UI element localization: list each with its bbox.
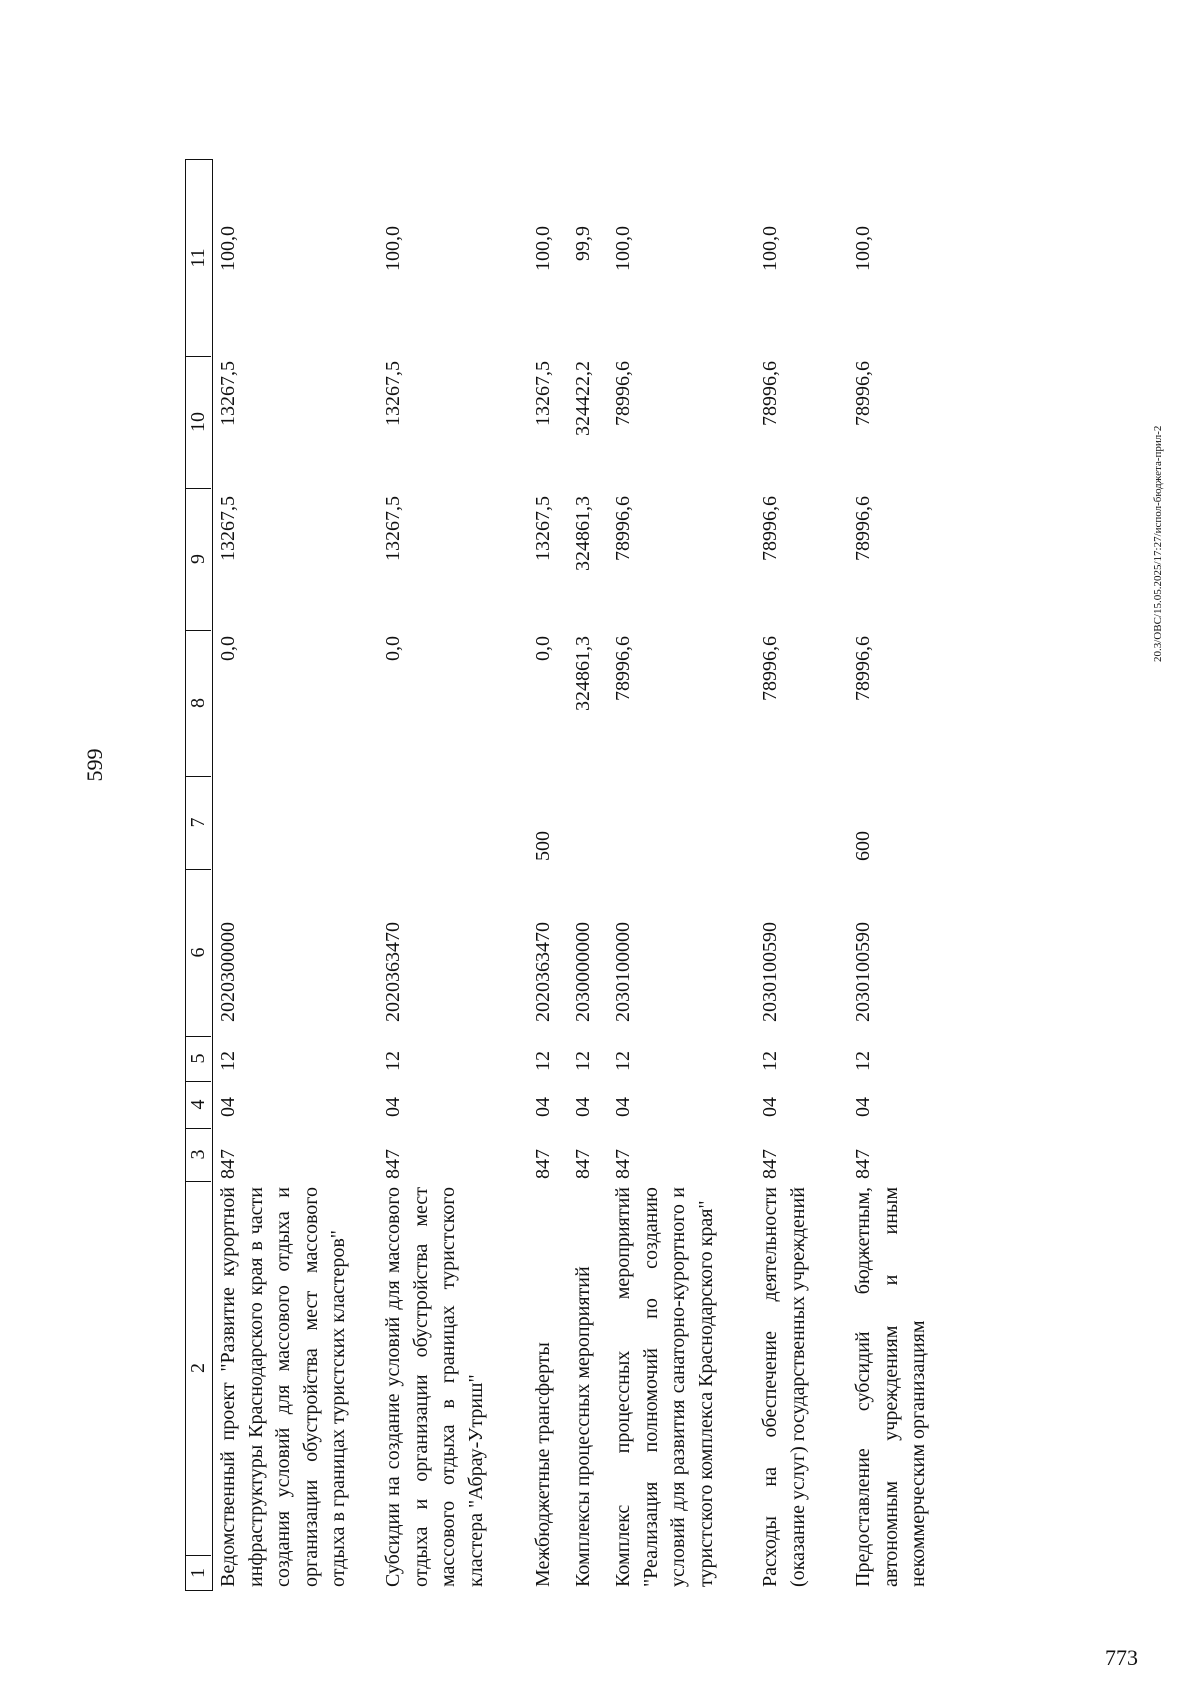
row-col-6: 2030000000 <box>572 922 594 1022</box>
row-col-11: 100,0 <box>759 226 781 271</box>
row-col-5: 12 <box>852 1051 874 1071</box>
row-col-3: 847 <box>852 1149 874 1179</box>
row-col-11: 100,0 <box>852 226 874 271</box>
header-col-7: 7 <box>186 776 211 870</box>
row-col-3: 847 <box>532 1149 554 1179</box>
header-col-5: 5 <box>186 1036 211 1082</box>
row-col-6: 2020363470 <box>532 922 554 1022</box>
row-col-6: 2020300000 <box>217 922 239 1022</box>
row-col-11: 100,0 <box>532 226 554 271</box>
row-col-10: 13267,5 <box>217 361 239 426</box>
row-name: Комплекс процессных мероприятий "Реализация полномочий по созданию условий для развития санаторно-курортного и туристского комплекса Краснодарского края" <box>612 1187 717 1587</box>
row-col-3: 847 <box>382 1149 404 1179</box>
header-col-3: 3 <box>186 1128 211 1182</box>
footer-document-code: 20.3/ОВС/15.05.2025/17:27/испол-бюджета-прил-2 <box>1152 425 1164 662</box>
row-col-11: 99,9 <box>572 226 594 261</box>
row-col-10: 13267,5 <box>382 361 404 426</box>
row-col-4: 04 <box>572 1097 594 1117</box>
header-col-2: 2 <box>186 1181 211 1556</box>
header-col-4: 4 <box>186 1081 211 1129</box>
row-col-6: 2020363470 <box>382 922 404 1022</box>
row-col-3: 847 <box>612 1149 634 1179</box>
row-col-4: 04 <box>759 1097 781 1117</box>
row-name: Предоставление субсидий бюджетным, автономным учреждениям и иным некоммерческим организациям <box>852 1187 929 1587</box>
row-col-8: 78996,6 <box>852 636 874 701</box>
row-col-5: 12 <box>382 1051 404 1071</box>
row-col-7: 500 <box>532 831 554 861</box>
row-col-8: 0,0 <box>217 636 239 661</box>
row-col-5: 12 <box>572 1051 594 1071</box>
row-col-6: 2030100590 <box>852 922 874 1022</box>
row-col-4: 04 <box>532 1097 554 1117</box>
row-name: Субсидии на создание условий для массового отдыха и организации обустройства мест массового отдыха в границах туристского кластера "Абрау-Утриш" <box>382 1187 487 1587</box>
row-col-7: 600 <box>852 831 874 861</box>
row-col-11: 100,0 <box>382 226 404 271</box>
row-col-4: 04 <box>852 1097 874 1117</box>
row-col-9: 13267,5 <box>217 496 239 561</box>
header-col-6: 6 <box>186 869 211 1037</box>
header-col-10: 10 <box>186 356 211 489</box>
row-col-5: 12 <box>612 1051 634 1071</box>
header-col-9: 9 <box>186 488 211 631</box>
row-col-6: 2030100590 <box>759 922 781 1022</box>
row-col-10: 78996,6 <box>612 361 634 426</box>
row-col-8: 324861,3 <box>572 636 594 711</box>
row-col-8: 78996,6 <box>612 636 634 701</box>
row-col-10: 13267,5 <box>532 361 554 426</box>
row-col-9: 324861,3 <box>572 496 594 571</box>
row-name: Межбюджетные трансферты <box>532 1342 554 1587</box>
row-col-11: 100,0 <box>612 226 634 271</box>
row-col-5: 12 <box>759 1051 781 1071</box>
row-col-9: 13267,5 <box>382 496 404 561</box>
header-col-8: 8 <box>186 630 211 777</box>
row-col-10: 78996,6 <box>852 361 874 426</box>
row-col-3: 847 <box>572 1149 594 1179</box>
row-col-10: 78996,6 <box>759 361 781 426</box>
row-col-10: 324422,2 <box>572 361 594 436</box>
page-number: 599 <box>82 748 107 782</box>
row-col-11: 100,0 <box>217 226 239 271</box>
sheet-number: 773 <box>1105 1645 1138 1670</box>
row-col-3: 847 <box>217 1149 239 1179</box>
row-name: Комплексы процессных мероприятий <box>572 1266 594 1587</box>
row-col-8: 78996,6 <box>759 636 781 701</box>
row-col-4: 04 <box>382 1097 404 1117</box>
row-col-8: 0,0 <box>382 636 404 661</box>
row-col-4: 04 <box>612 1097 634 1117</box>
row-name: Ведомственный проект "Развитие курортной инфраструктуры Краснодарского края в части создания условий для массового отдыха и организации обустройства мест массового отдыха в границах туристских кластеров" <box>217 1187 349 1587</box>
row-col-5: 12 <box>217 1051 239 1071</box>
row-col-8: 0,0 <box>532 636 554 661</box>
row-col-5: 12 <box>532 1051 554 1071</box>
row-col-9: 78996,6 <box>759 496 781 561</box>
row-col-6: 2030100000 <box>612 922 634 1022</box>
row-col-9: 78996,6 <box>612 496 634 561</box>
row-col-9: 13267,5 <box>532 496 554 561</box>
row-col-4: 04 <box>217 1097 239 1117</box>
header-col-1: 1 <box>187 1568 209 1578</box>
row-col-9: 78996,6 <box>852 496 874 561</box>
table-header <box>185 159 213 1591</box>
header-col-11: 11 <box>186 160 211 357</box>
row-name: Расходы на обеспечение деятельности (оказание услуг) государственных учреждений <box>759 1187 809 1587</box>
row-col-3: 847 <box>759 1149 781 1179</box>
